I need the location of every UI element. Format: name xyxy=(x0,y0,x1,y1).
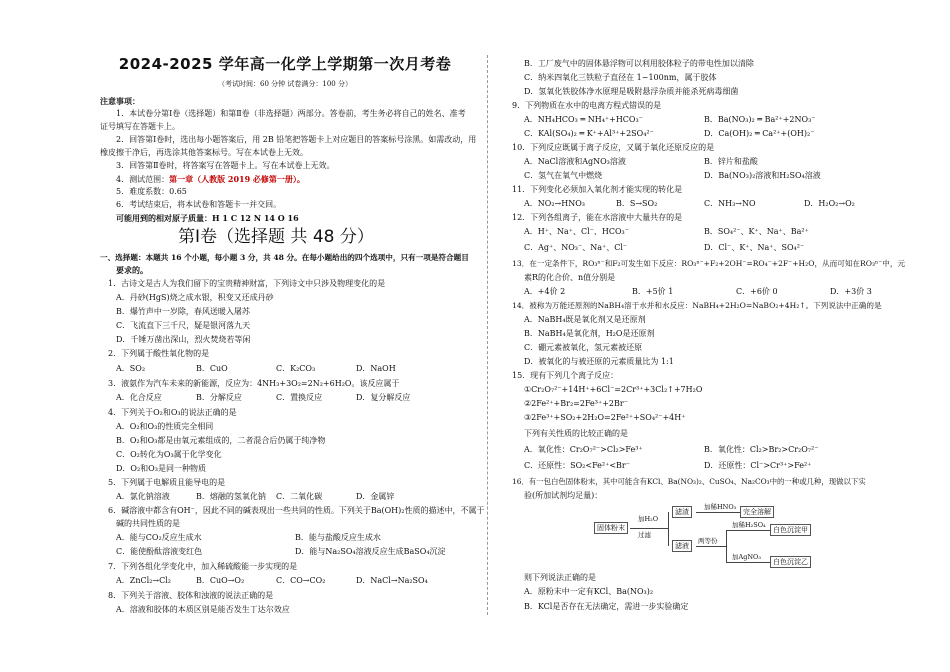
option: A．NO₂→HNO₃ xyxy=(524,199,585,208)
question-stem: 12．下列各组离子，能在水溶液中大量共存的是 xyxy=(512,213,683,222)
option: B．+5价 1 xyxy=(632,287,674,296)
option: A．能与CO₂反应生成水 xyxy=(116,533,202,542)
option: C．CO→CO₂ xyxy=(276,576,326,585)
option: D．复分解反应 xyxy=(356,393,411,402)
option: A．氯化钠溶液 xyxy=(116,492,170,501)
option: D．金属锌 xyxy=(356,492,395,501)
option: D．NaCl→Na₂SO₄ xyxy=(356,576,428,585)
note-line: 证号填写在答题卡上。 xyxy=(100,122,180,131)
option: B．能与盐酸反应生成水 xyxy=(295,533,381,542)
exam-subtitle: （考试时间：60 分钟 试卷满分：100 分） xyxy=(218,80,352,88)
note-scope xyxy=(116,173,305,186)
equation: ③2Fe³⁺+SO₂+2H₂O=2Fe²⁺+SO₄²⁻+4H⁺ xyxy=(524,413,686,422)
exam-title: 2024-2025 学年高一化学上学期第一次月考卷 xyxy=(118,55,452,73)
option: A．SO₂ xyxy=(116,364,146,373)
option: B．O₂和O₃都是由氧元素组成的，二者混合后仍属于纯净物 xyxy=(116,436,326,445)
option: B．S→SO₂ xyxy=(616,199,658,208)
option: D．能与Na₂SO₄溶液反应生成BaSO₄沉淀 xyxy=(295,547,446,556)
option: A．NaCl溶液和AgNO₃溶液 xyxy=(524,157,626,166)
note-scope-prefix: 4．测试范围： xyxy=(116,175,170,184)
flow-arrow xyxy=(696,546,726,547)
option: B．工厂废气中的固体悬浮物可以利用胶体粒子的带电性加以清除 xyxy=(524,59,754,68)
option: D．O₂和O₃是同一种物质 xyxy=(116,464,206,473)
flow-branch-line xyxy=(726,530,727,562)
option: B．锌片和盐酸 xyxy=(704,157,758,166)
option: A．丹砂(HgS)烧之成水银，积变又还成丹砂 xyxy=(116,293,274,302)
option: A．溶液和胶体的本质区别是能否发生丁达尔效应 xyxy=(116,605,290,614)
option: D．氢氧化铁胶体净水原理是吸附悬浮杂质并能杀死病毒细菌 xyxy=(524,87,739,96)
option: B．Ba(NO₃)₂ ═ Ba²⁺+2NO₃⁻ xyxy=(704,115,816,124)
flow-arrow xyxy=(726,562,770,563)
option: C．置换反应 xyxy=(276,393,323,402)
question-stem: 碱的共同性质的是 xyxy=(116,519,180,528)
option: D．被氧化的与被还原的元素质量比为 1:1 xyxy=(524,357,674,366)
option: B．熔融的氢氧化钠 xyxy=(196,492,266,501)
note-line: 3．回答第Ⅱ卷时，将答案写在答题卡上。写在本试卷上无效。 xyxy=(116,161,335,170)
flow-label: 两等份 xyxy=(698,537,718,545)
option: B．氧化性：Cl₂>Br₂>Cr₂O₇²⁻ xyxy=(704,445,819,454)
equation: ①Cr₂O₇²⁻+14H⁺+6Cl⁻=2Cr³⁺+3Cl₂↑+7H₂O xyxy=(524,385,703,394)
option: D．千锤万凿出深山，烈火焚烧若等闲 xyxy=(116,335,251,344)
option: B．爆竹声中一岁除，春风送暖入屠苏 xyxy=(116,307,250,316)
flow-label: 过滤 xyxy=(638,531,651,539)
note-line: 5．难度系数：0.65 xyxy=(116,187,187,196)
option: A．化合反应 xyxy=(116,393,162,402)
option: A．NaBH₄既是氧化剂又是还原剂 xyxy=(524,315,646,324)
option: B．CuO xyxy=(196,364,228,373)
option: A．氧化性：Cr₂O₇²⁻>Cl₂>Fe³⁺ xyxy=(524,445,643,454)
flow-branch-line xyxy=(668,512,669,546)
note-line: 2．回答第Ⅰ卷时，选出每小题答案后，用 2B 铅笔把答题卡上对应题目的答案标号涂黑。如需改动，用 xyxy=(116,135,477,144)
note-line: 1．本试卷分第Ⅰ卷（选择题）和第Ⅱ卷（非选择题）两部分。答卷前，考生务必将自己的姓名、准考 xyxy=(116,109,466,118)
option: A．ZnCl₂→Cl₂ xyxy=(116,576,171,585)
option: C．能使酚酞溶液变红色 xyxy=(116,547,203,556)
option: A．+4价 2 xyxy=(524,287,566,296)
question-stem: 10．下列反应既属于离子反应，又属于氧化还原反应的是 xyxy=(512,143,715,152)
question-stem: 2．下列属于酸性氧化物的是 xyxy=(108,349,210,358)
option: D．Ba(NO₃)₂溶液和H₂SO₄溶液 xyxy=(704,171,821,180)
question-stem: 16．有一包白色固体粉末，其中可能含有KCl、Ba(NO₃)₂、CuSO₄、Na₂CO₃中的一种或几种，现做以下实 xyxy=(512,477,866,486)
flow-filtrate-box: 滤液 xyxy=(672,540,692,552)
question-stem: 素R的化合价、n值分别是 xyxy=(524,273,616,282)
question-stem: 15．现有下列几个离子反应： xyxy=(512,371,619,380)
question-stem: 3．液氨作为汽车未来的新能源，反应为：4NH₃+3O₂=2N₂+6H₂O。该反应属于 xyxy=(108,379,400,388)
option: B．分解反应 xyxy=(196,393,242,402)
flow-arrow xyxy=(696,512,740,513)
option: B．CuO→O₂ xyxy=(196,576,245,585)
flow-start-box: 固体粉末 xyxy=(594,522,628,534)
option: A．O₂和O₃的性质完全相同 xyxy=(116,422,214,431)
notes-heading: 注意事项： xyxy=(100,96,140,106)
option: B．NaBH₄是氧化剂，H₂O是还原剂 xyxy=(524,329,655,338)
option: C．还原性：SO₂<Fe²⁺<Br⁻ xyxy=(524,461,630,470)
flow-ppt-b-box: 白色沉淀乙 xyxy=(770,556,811,568)
option: C．氢气在氧气中燃烧 xyxy=(524,171,603,180)
note-line: 6．考试结束后，将本试卷和答题卡一并交回。 xyxy=(116,200,282,209)
option: D．Ca(OH)₂ ═ Ca²⁺+(OH)₂⁻ xyxy=(704,129,815,138)
option: C．飞流直下三千尺，疑是银河落九天 xyxy=(116,321,251,330)
option: D．Cl⁻、K⁺、Na⁺、SO₄²⁻ xyxy=(704,243,805,252)
question-stem: 5．下列属于电解质且能导电的是 xyxy=(108,478,226,487)
question-stem: 8．下列关于溶液、胶体和浊液的说法正确的是 xyxy=(108,591,274,600)
option: C．纳米四氧化三铁粒子直径在 1~100nm，属于胶体 xyxy=(524,73,717,82)
option: C．K₂CO₃ xyxy=(276,364,316,373)
option: B．KCl是否存在无法确定，需进一步实验确定 xyxy=(524,602,689,611)
flow-arrow xyxy=(630,528,668,529)
section-title: 第Ⅰ卷（选择题 共 48 分） xyxy=(178,227,374,247)
flow-dissolve-box: 完全溶解 xyxy=(740,506,774,518)
option: C．硼元素被氧化，氢元素被还原 xyxy=(524,343,643,352)
experiment-flowchart xyxy=(594,500,808,566)
atomic-masses: 可能用到的相对原子质量：H 1 C 12 N 14 O 16 xyxy=(116,213,299,223)
equation: ②2Fe²⁺+Br₂=2Fe³⁺+2Br⁻ xyxy=(524,399,628,408)
flow-residue-box: 滤渣 xyxy=(672,506,692,518)
section-instruction: 一、选择题：本题共 16 个小题，每小题 3 分，共 48 分。在每小题给出的四个选项中，只有一项是符合题目 xyxy=(100,253,469,262)
option: B．SO₄²⁻、K⁺、Na⁺、Ba²⁺ xyxy=(704,227,809,236)
option: D．+3价 3 xyxy=(830,287,872,296)
question-stem: 4．下列关于O₂和O₃的说法正确的是 xyxy=(108,408,237,417)
question-stem: 验(所加试剂均足量)： xyxy=(524,491,603,500)
question-stem: 14．被称为万能还原剂的NaBH₄溶于水并和水反应：NaBH₄+2H₂O=NaBO₂+4H₂↑。下列说法中正确的是 xyxy=(512,301,882,310)
question-stem: 6．碱溶液中都含有OH⁻，因此不同的碱表现出一些共同的性质。下列关于Ba(OH)₂性质的描述中，不属于 xyxy=(108,506,485,515)
option: A．H⁺、Na⁺、Cl⁻、HCO₃⁻ xyxy=(524,227,629,236)
question-stem: 13．在一定条件下，RO₃ⁿ⁻和F₂可发生如下反应：RO₃ⁿ⁻+F₂+2OH⁻=RO₄⁻+2F⁻+H₂O，从而可知在RO₃ⁿ⁻中，元 xyxy=(512,259,906,268)
note-line: 橡皮擦干净后，再选涂其他答案标号。写在本试卷上无效。 xyxy=(100,148,308,157)
column-divider xyxy=(487,55,488,615)
question-stem: 9．下列物质在水中的电离方程式错误的是 xyxy=(512,101,662,110)
option: D．H₂O₂→O₂ xyxy=(804,199,855,208)
flow-arrow xyxy=(726,530,770,531)
option: A．原粉末中一定有KCl、Ba(NO₃)₂ xyxy=(524,587,654,596)
option: C．+6价 0 xyxy=(736,287,778,296)
option: C．Ag⁺、NO₃⁻、Na⁺、Cl⁻ xyxy=(524,243,628,252)
option: D．还原性：Cl⁻>Cr³⁺>Fe²⁺ xyxy=(704,461,812,470)
option: C．二氧化碳 xyxy=(276,492,323,501)
option: C．O₂转化为O₃属于化学变化 xyxy=(116,450,222,459)
question-stem: 11．下列变化必须加入氧化剂才能实现的转化是 xyxy=(512,185,683,194)
question-stem: 下列有关性质的比较正确的是 xyxy=(524,429,628,438)
option: D．NaOH xyxy=(356,364,396,373)
section-instruction: 要求的。 xyxy=(116,265,148,275)
flow-label: 加稀H₂SO₄ xyxy=(732,521,766,529)
option: A．NH₄HCO₃ ═ NH₄⁺+HCO₃⁻ xyxy=(524,115,643,124)
question-stem: 则下列说法正确的是 xyxy=(524,573,596,582)
flow-label: 加AgNO₃ xyxy=(732,553,761,561)
option: C．NH₃→NO xyxy=(704,199,756,208)
flow-ppt-a-box: 白色沉淀甲 xyxy=(770,524,811,536)
flow-label: 加H₂O xyxy=(638,515,659,523)
option: C．KAl(SO₄)₂ ═ K⁺+Al³⁺+2SO₄²⁻ xyxy=(524,129,654,138)
note-scope-range: 第一章（人教版 2019 必修第一册）。 xyxy=(169,174,305,184)
question-stem: 1．古诗文是古人为我们留下的宝贵精神财富，下列诗文中只涉及物理变化的是 xyxy=(108,279,386,288)
question-stem: 7．下列各组化学变化中，加入稀硫酸能一步实现的是 xyxy=(108,562,298,571)
flow-label: 加稀HNO₃ xyxy=(704,503,737,511)
